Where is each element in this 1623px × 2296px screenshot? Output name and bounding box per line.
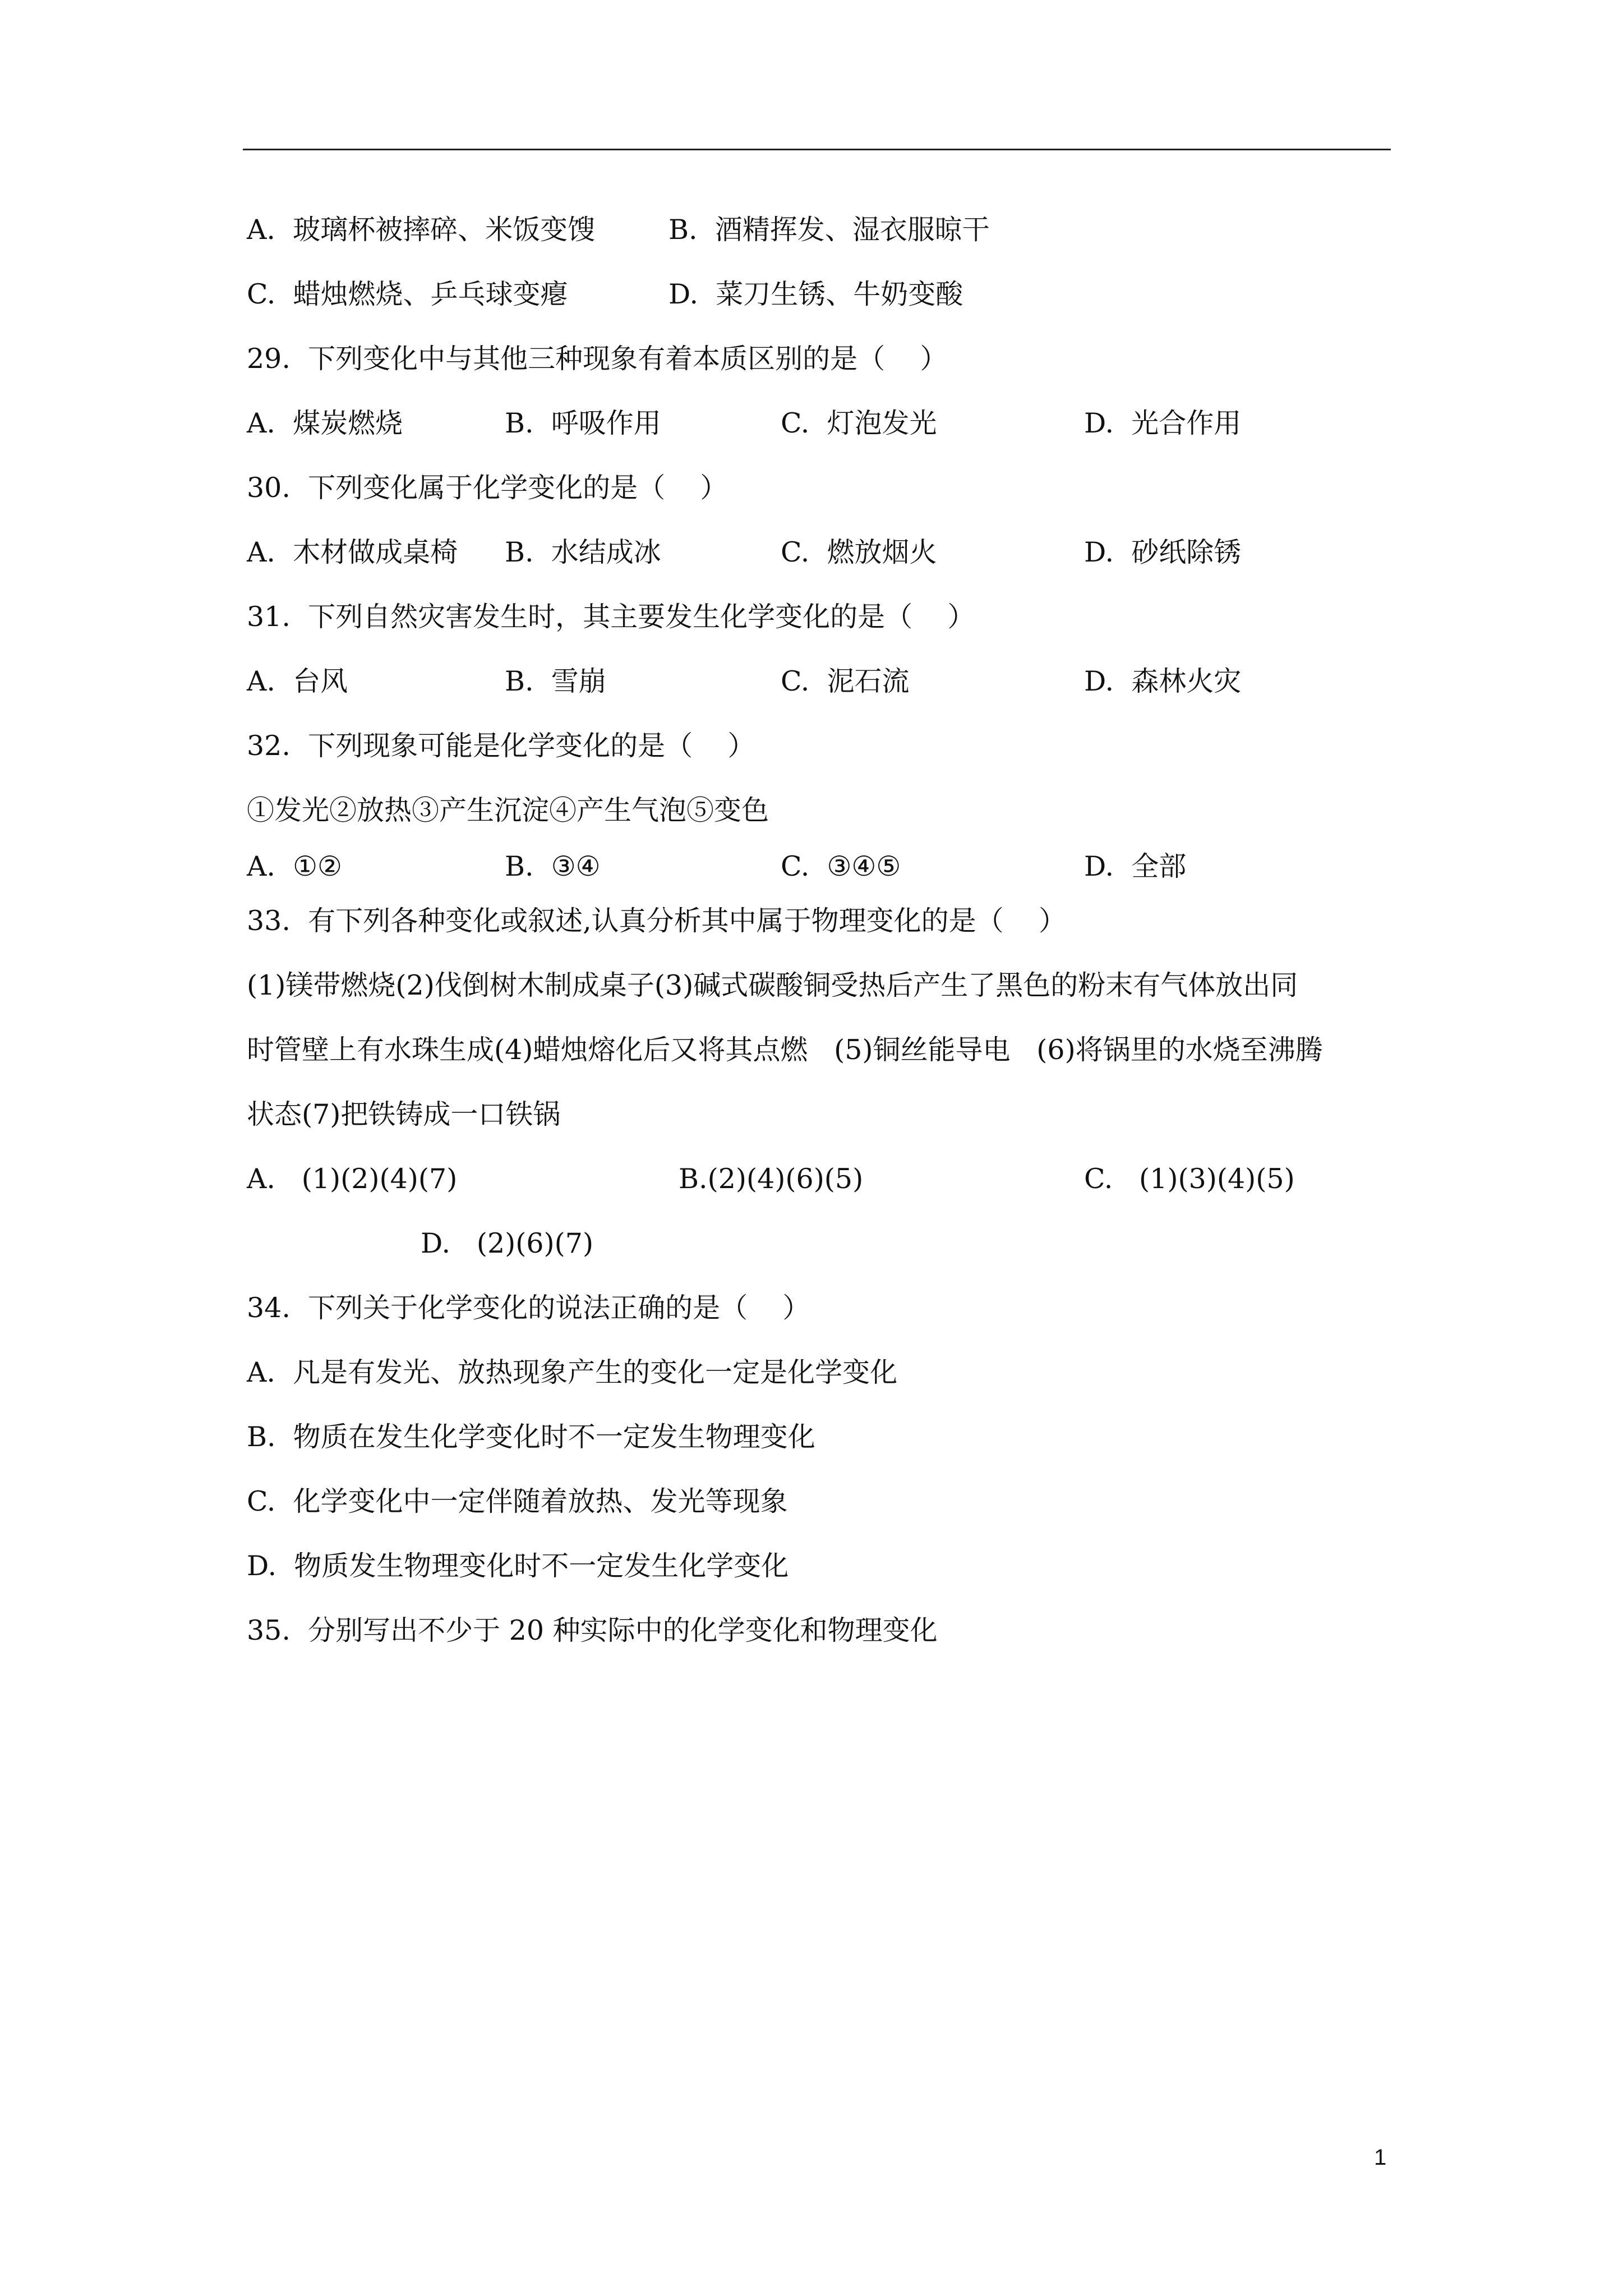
q32-option-b: B. ③④ [505,850,601,882]
q33-option-b: B.(2)(4)(6)(5) [679,1163,864,1195]
q33-line-2: 时管壁上有水珠生成(4)蜡烛熔化后又将其点燃 (5)铜丝能导电 (6)将锅里的水烧至沸腾 [247,1034,1323,1066]
q29-option-b: B. 呼吸作用 [505,407,661,439]
q31-option-a: A. 台风 [247,665,348,697]
header-rule [243,149,1391,150]
q29-option-c: C. 灯泡发光 [781,407,937,439]
q30-stem: 30. 下列变化属于化学变化的是（ ） [247,472,728,504]
q31-stem: 31. 下列自然灾害发生时，其主要发生化学变化的是（ ） [247,601,975,633]
q32-option-d: D. 全部 [1084,850,1187,882]
q30-option-d: D. 砂纸除锈 [1084,536,1242,568]
q31-option-d: D. 森林火灾 [1084,665,1242,697]
q34-stem: 34. 下列关于化学变化的说法正确的是（ ） [247,1292,810,1324]
q33-line-1: (1)镁带燃烧(2)伐倒树木制成桌子(3)碱式碳酸铜受热后产生了黑色的粉末有气体放出同 [247,969,1298,1001]
q33-option-d: D. (2)(6)(7) [421,1227,594,1259]
q28-option-b: B. 酒精挥发、湿衣服晾干 [668,214,990,246]
q28-option-d: D. 菜刀生锈、牛奶变酸 [668,278,963,310]
q31-option-c: C. 泥石流 [781,665,910,697]
q34-option-b: B. 物质在发生化学变化时不一定发生物理变化 [247,1421,815,1453]
page-number: 1 [1374,2145,1387,2170]
q29-stem: 29. 下列变化中与其他三种现象有着本质区别的是（ ） [247,343,948,375]
q29-option-a: A. 煤炭燃烧 [247,407,403,439]
q28-option-c: C. 蜡烛燃烧、乒乓球变瘪 [247,278,568,310]
q33-stem: 33. 有下列各种变化或叙述,认真分析其中属于物理变化的是（ ） [247,905,1066,937]
q35-stem: 35. 分别写出不少于 20 种实际中的化学变化和物理变化 [247,1614,938,1646]
q29-option-d: D. 光合作用 [1084,407,1242,439]
q34-option-a: A. 凡是有发光、放热现象产生的变化一定是化学变化 [247,1356,898,1388]
q30-option-b: B. 水结成冰 [505,536,661,568]
q33-option-c: C. (1)(3)(4)(5) [1084,1163,1295,1195]
q31-option-b: B. 雪崩 [505,665,606,697]
q32-items: ①发光②放热③产生沉淀④产生气泡⑤变色 [247,794,769,826]
q34-option-c: C. 化学变化中一定伴随着放热、发光等现象 [247,1485,788,1517]
q32-option-c: C. ③④⑤ [781,850,901,882]
q30-option-c: C. 燃放烟火 [781,536,937,568]
q32-stem: 32. 下列现象可能是化学变化的是（ ） [247,730,755,762]
q28-option-a: A. 玻璃杯被摔碎、米饭变馊 [247,214,596,246]
q30-option-a: A. 木材做成桌椅 [247,536,458,568]
q33-option-a: A. (1)(2)(4)(7) [247,1163,458,1195]
q33-line-3: 状态(7)把铁铸成一口铁锅 [247,1098,561,1130]
q34-option-d: D. 物质发生物理变化时不一定发生化学变化 [247,1550,789,1582]
q32-option-a: A. ①② [247,850,342,882]
